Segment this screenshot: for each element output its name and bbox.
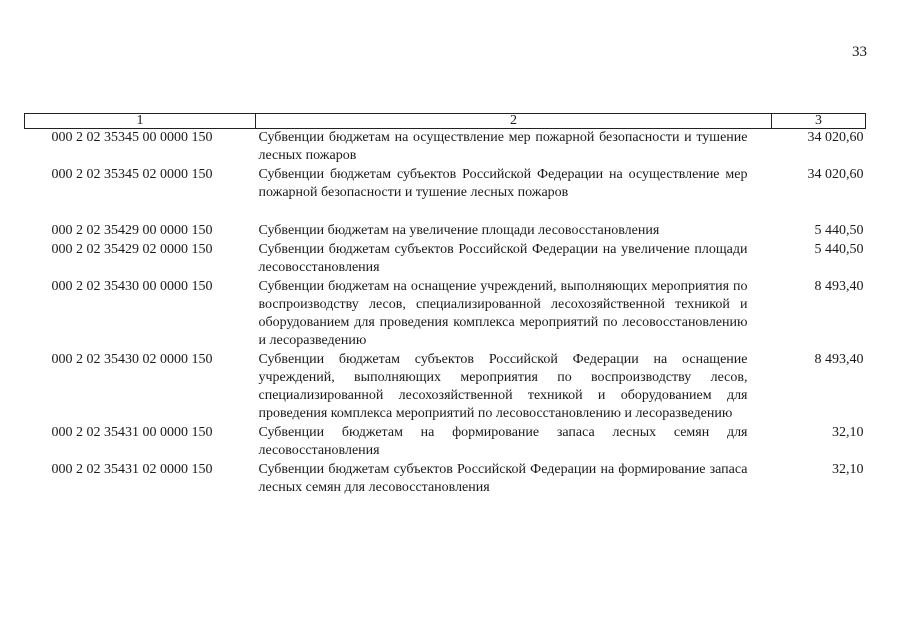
table-row [25, 241, 866, 278]
budget-code: 000 2 02 35431 02 0000 150 [51, 462, 213, 477]
row-description: Субвенции бюджетам на оснащение учреждений, выполняющих мероприятия по воспроизводству лесов, специализированной лесохозяйственной техникой и оборудованием для проведения комплекса мероприятий по лесовосстановлению и лесоразведению [258, 279, 748, 348]
budget-code: 000 2 02 35430 02 0000 150 [51, 352, 213, 367]
row-amount: 32,10 [832, 425, 864, 440]
row-amount: 5 440,50 [814, 223, 864, 238]
row-description: Субвенции бюджетам субъектов Российской Федерации на увеличение площади лесовосстановления [258, 242, 748, 275]
row-description: Субвенции бюджетам субъектов Российской Федерации на оснащение учреждений, выполняющих мероприятия по воспроизводству лесов, специализированной лесохозяйственной техникой и оборудованием для проведения комплекса мероприятий по лесовосстановлению и лесоразведению [258, 352, 748, 421]
table-row [25, 166, 866, 222]
column-header-2: 2 [256, 114, 772, 129]
budget-code: 000 2 02 35345 02 0000 150 [51, 167, 213, 182]
row-amount: 8 493,40 [814, 352, 864, 367]
budget-table [24, 113, 866, 498]
table-row [25, 461, 866, 498]
row-description: Субвенции бюджетам на формирование запаса лесных семян для лесовосстановления [258, 425, 748, 458]
budget-code: 000 2 02 35429 02 0000 150 [51, 242, 213, 257]
table-row [25, 351, 866, 424]
row-description: Субвенции бюджетам на увеличение площади лесовосстановления [258, 223, 660, 238]
budget-code: 000 2 02 35431 00 0000 150 [51, 425, 213, 440]
column-header-1: 1 [25, 114, 256, 129]
row-amount: 34 020,60 [807, 130, 864, 145]
table-row [25, 129, 866, 167]
row-amount: 34 020,60 [807, 167, 864, 182]
row-description: Субвенции бюджетам субъектов Российской Федерации на осуществление мер пожарной безопасности и тушение лесных пожаров [258, 167, 748, 200]
row-amount: 5 440,50 [814, 242, 864, 257]
column-header-3: 3 [772, 114, 866, 129]
budget-code: 000 2 02 35430 00 0000 150 [51, 279, 213, 294]
table-header-row [25, 114, 866, 129]
row-amount: 32,10 [832, 462, 864, 477]
row-amount: 8 493,40 [814, 279, 864, 294]
row-description: Субвенции бюджетам субъектов Российской Федерации на формирование запаса лесных семян для лесовосстановления [258, 462, 748, 495]
table-row [25, 222, 866, 241]
table-row [25, 424, 866, 461]
budget-code: 000 2 02 35345 00 0000 150 [51, 130, 213, 145]
row-description: Субвенции бюджетам на осуществление мер пожарной безопасности и тушение лесных пожаров [258, 130, 748, 163]
page-number: 33 [852, 44, 867, 60]
table-row [25, 278, 866, 351]
budget-code: 000 2 02 35429 00 0000 150 [51, 223, 213, 238]
